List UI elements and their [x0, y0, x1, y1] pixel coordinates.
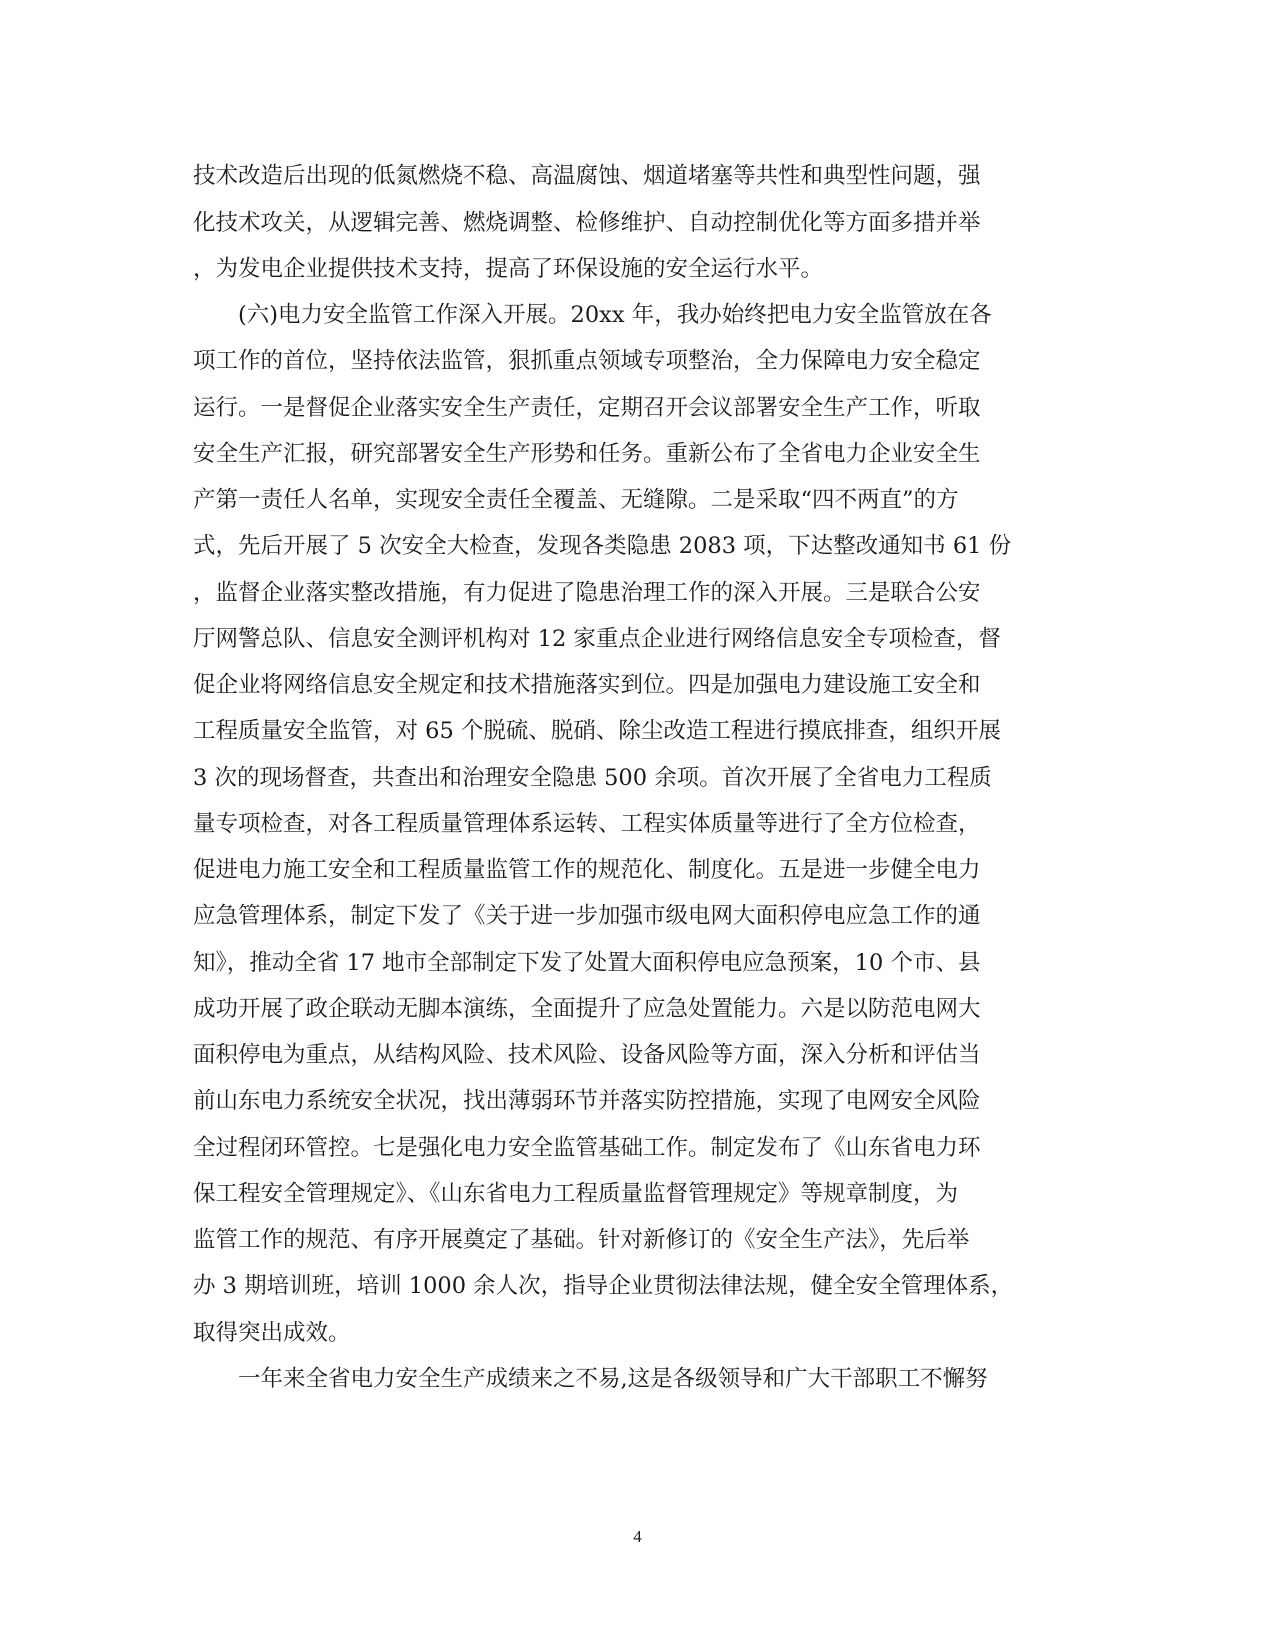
body-text-line: 促进电力施工安全和工程质量监管工作的规范化、制度化。五是进一步健全电力	[193, 857, 981, 883]
body-text-line: 工程质量安全监管，对 65 个脱硫、脱硝、除尘改造工程进行摸底排查，组织开展	[193, 718, 1001, 744]
body-text-line: 项工作的首位，坚持依法监管，狠抓重点领域专项整治，全力保障电力安全稳定	[193, 348, 981, 374]
body-text-line: 化技术攻关，从逻辑完善、燃烧调整、检修维护、自动控制优化等方面多措并举	[193, 210, 981, 236]
body-text-line: ，为发电企业提供技术支持，提高了环保设施的安全运行水平。	[193, 256, 824, 282]
page-number: 4	[633, 1527, 642, 1546]
body-text-line: 面积停电为重点，从结构风险、技术风险、设备风险等方面，深入分析和评估当	[193, 1042, 981, 1068]
body-text-line: 知》，推动全省 17 地市全部制定下发了处置大面积停电应急预案，10 个市、县	[193, 950, 981, 976]
body-text-line: 运行。一是督促企业落实安全生产责任，定期召开会议部署安全生产工作，听取	[193, 395, 981, 421]
body-text-line: 取得突出成效。	[193, 1320, 351, 1346]
body-text-line: 监管工作的规范、有序开展奠定了基础。针对新修订的《安全生产法》，先后举	[193, 1227, 970, 1253]
body-text-line: ，监督企业落实整改措施，有力促进了隐患治理工作的深入开展。三是联合公安	[193, 580, 981, 606]
body-text-line: 前山东电力系统安全状况，找出薄弱环节并落实防控措施，实现了电网安全风险	[193, 1088, 981, 1114]
body-text-line: 办 3 期培训班，培训 1000 余人次，指导企业贯彻法律法规，健全安全管理体系，	[193, 1273, 1014, 1299]
body-text-line: 量专项检查，对各工程质量管理体系运转、工程实体质量等进行了全方位检查，	[193, 811, 981, 837]
body-text-line: 保工程安全管理规定》、《山东省电力工程质量监督管理规定》等规章制度，为	[193, 1181, 959, 1207]
body-text-line: 3 次的现场督查，共查出和治理安全隐患 500 余项。首次开展了全省电力工程质	[193, 765, 992, 791]
body-text-line: 成功开展了政企联动无脚本演练，全面提升了应急处置能力。六是以防范电网大	[193, 996, 981, 1022]
body-text-line: 安全生产汇报，研究部署安全生产形势和任务。重新公布了全省电力企业安全生	[193, 441, 981, 467]
body-text-line: 应急管理体系，制定下发了《关于进一步加强市级电网大面积停电应急工作的通	[193, 903, 981, 929]
body-text-line: 一年来全省电力安全生产成绩来之不易,这是各级领导和广大干部职工不懈努	[193, 1366, 988, 1392]
body-text-line: 式，先后开展了 5 次安全大检查，发现各类隐患 2083 项，下达整改通知书 61 份	[193, 533, 1012, 559]
body-text-line: 技术改造后出现的低氮燃烧不稳、高温腐蚀、烟道堵塞等共性和典型性问题，强	[193, 163, 981, 189]
body-text-line: 厅网警总队、信息安全测评机构对 12 家重点企业进行网络信息安全专项检查，督	[193, 626, 1001, 652]
section-heading-line: (六)电力安全监管工作深入开展。20xx 年，我办始终把电力安全监管放在各	[193, 302, 992, 328]
body-text-line: 产第一责任人名单，实现安全责任全覆盖、无缝隙。二是采取“四不两直”的方	[193, 487, 959, 513]
body-text-line: 全过程闭环管控。七是强化电力安全监管基础工作。制定发布了《山东省电力环	[193, 1135, 981, 1161]
body-text-line: 促企业将网络信息安全规定和技术措施落实到位。四是加强电力建设施工安全和	[193, 672, 981, 698]
